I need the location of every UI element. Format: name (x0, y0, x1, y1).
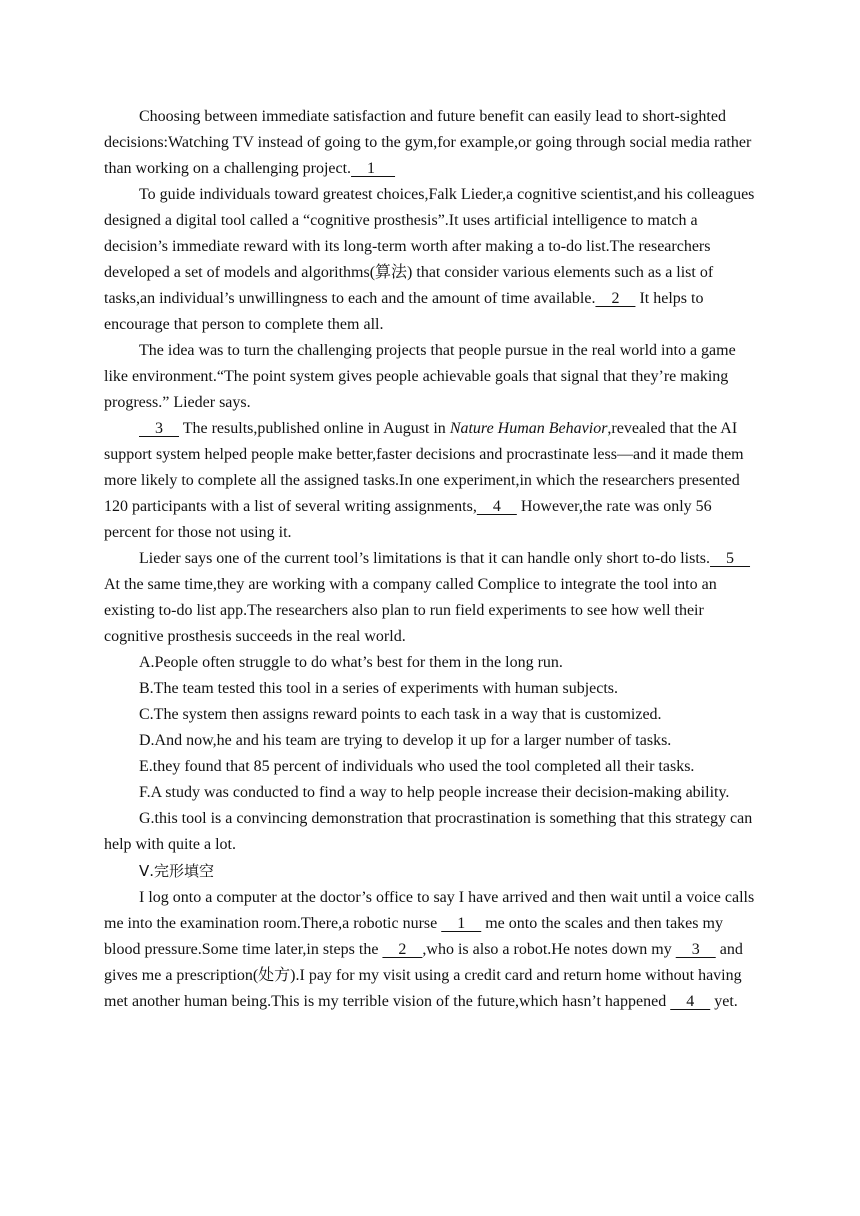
cloze-blank-3: 3 (675, 941, 716, 958)
paragraph-4 (104, 416, 760, 546)
document-page (104, 104, 760, 1015)
paragraph-2-text: To guide individuals toward greatest choices,Falk Lieder,a cognitive scientist,and his colleagues designed a digital tool called a “cognitive prosthesis”.It uses artificial intelligence to match a decision’s immediate reward with its long-term worth after making a to-do list.The researchers developed a set of models and algorithms(算法) that consider various elements such as a list of tasks,an individual’s unwillingness to each and the amount of time available. (104, 186, 755, 307)
paragraph-1 (104, 104, 760, 182)
blank-4: 4 (476, 498, 517, 515)
paragraph-5 (104, 546, 760, 650)
paragraph-1-text: Choosing between immediate satisfaction and future benefit can easily lead to short-sighted decisions:Watching TV instead of going to the gym,for example,or going through social media rather than working on a challenging project. (104, 108, 752, 177)
paragraph-3 (104, 338, 760, 416)
cloze-blank-2: 2 (382, 941, 423, 958)
paragraph-4-after: However,the rate was only 56 percent for those not using it. (104, 498, 712, 541)
paragraph-3-text: The idea was to turn the challenging projects that people pursue in the real world into a game like environment.“The point system gives people achievable goals that signal that they’re making progress.” Lieder says. (104, 342, 736, 411)
section-heading (104, 858, 760, 885)
option-b: B.The team tested this tool in a series of experiments with human subjects. (139, 680, 619, 697)
cloze-part-1: I log onto a computer at the doctor’s office to say I have arrived and then wait until a voice calls me into the examination room.There,a robotic nurse (104, 889, 755, 932)
blank-2: 2 (595, 290, 636, 307)
section-heading-text: Ⅴ.完形填空 (139, 862, 215, 880)
paragraph-5-after: At the same time,they are working with a company called Complice to integrate the tool into an existing to-do list app.The researchers also plan to run field experiments to see how well their cognitive prosthesis succeeds in the real world. (104, 576, 717, 645)
cloze-blank-1: 1 (441, 915, 482, 932)
option-c: C.The system then assigns reward points to each task in a way that is customized. (139, 706, 662, 723)
paragraph-5-text: Lieder says one of the current tool’s limitations is that it can handle only short to-do lists. (139, 550, 711, 567)
option-a: A.People often struggle to do what’s best for them in the long run. (139, 654, 563, 671)
paragraph-2 (104, 182, 760, 338)
option-d: D.And now,he and his team are trying to develop it up for a larger number of tasks. (139, 732, 672, 749)
option-g: G.this tool is a convincing demonstration that procrastination is something that this strategy can help with quite a lot. (104, 810, 753, 853)
paragraph-2-after: It helps to encourage that person to complete them all. (104, 290, 704, 333)
paragraph-4-after-italic: ,revealed that the AI support system helped people make better,faster decisions and procrastinate less—and it made them more likely to complete all the assigned tasks.In one experiment,in which the researchers presented 120 participants with a list of several writing assignments, (104, 420, 744, 515)
cloze-paragraph (104, 885, 760, 1015)
blank-3: 3 (139, 420, 179, 437)
cloze-blank-4: 4 (670, 993, 711, 1010)
cloze-part-3: ,who is also a robot.He notes down my (422, 941, 676, 958)
journal-title: Nature Human Behavior (449, 420, 608, 437)
cloze-part-4: and gives me a prescription(处方).I pay for my visit using a credit card and return home without having met another human being.This is my terrible vision of the future,which hasn’t happened (104, 941, 743, 1010)
cloze-part-2: me onto the scales and then takes my blood pressure.Some time later,in steps the (104, 915, 723, 958)
paragraph-4-before-italic: The results,published online in August in (179, 420, 450, 437)
blank-5: 5 (710, 550, 751, 567)
option-e: E.they found that 85 percent of individuals who used the tool completed all their tasks. (139, 758, 695, 775)
option-f: F.A study was conducted to find a way to help people increase their decision-making ability. (139, 784, 730, 801)
cloze-part-5: yet. (710, 993, 738, 1010)
blank-1: 1 (351, 160, 396, 177)
